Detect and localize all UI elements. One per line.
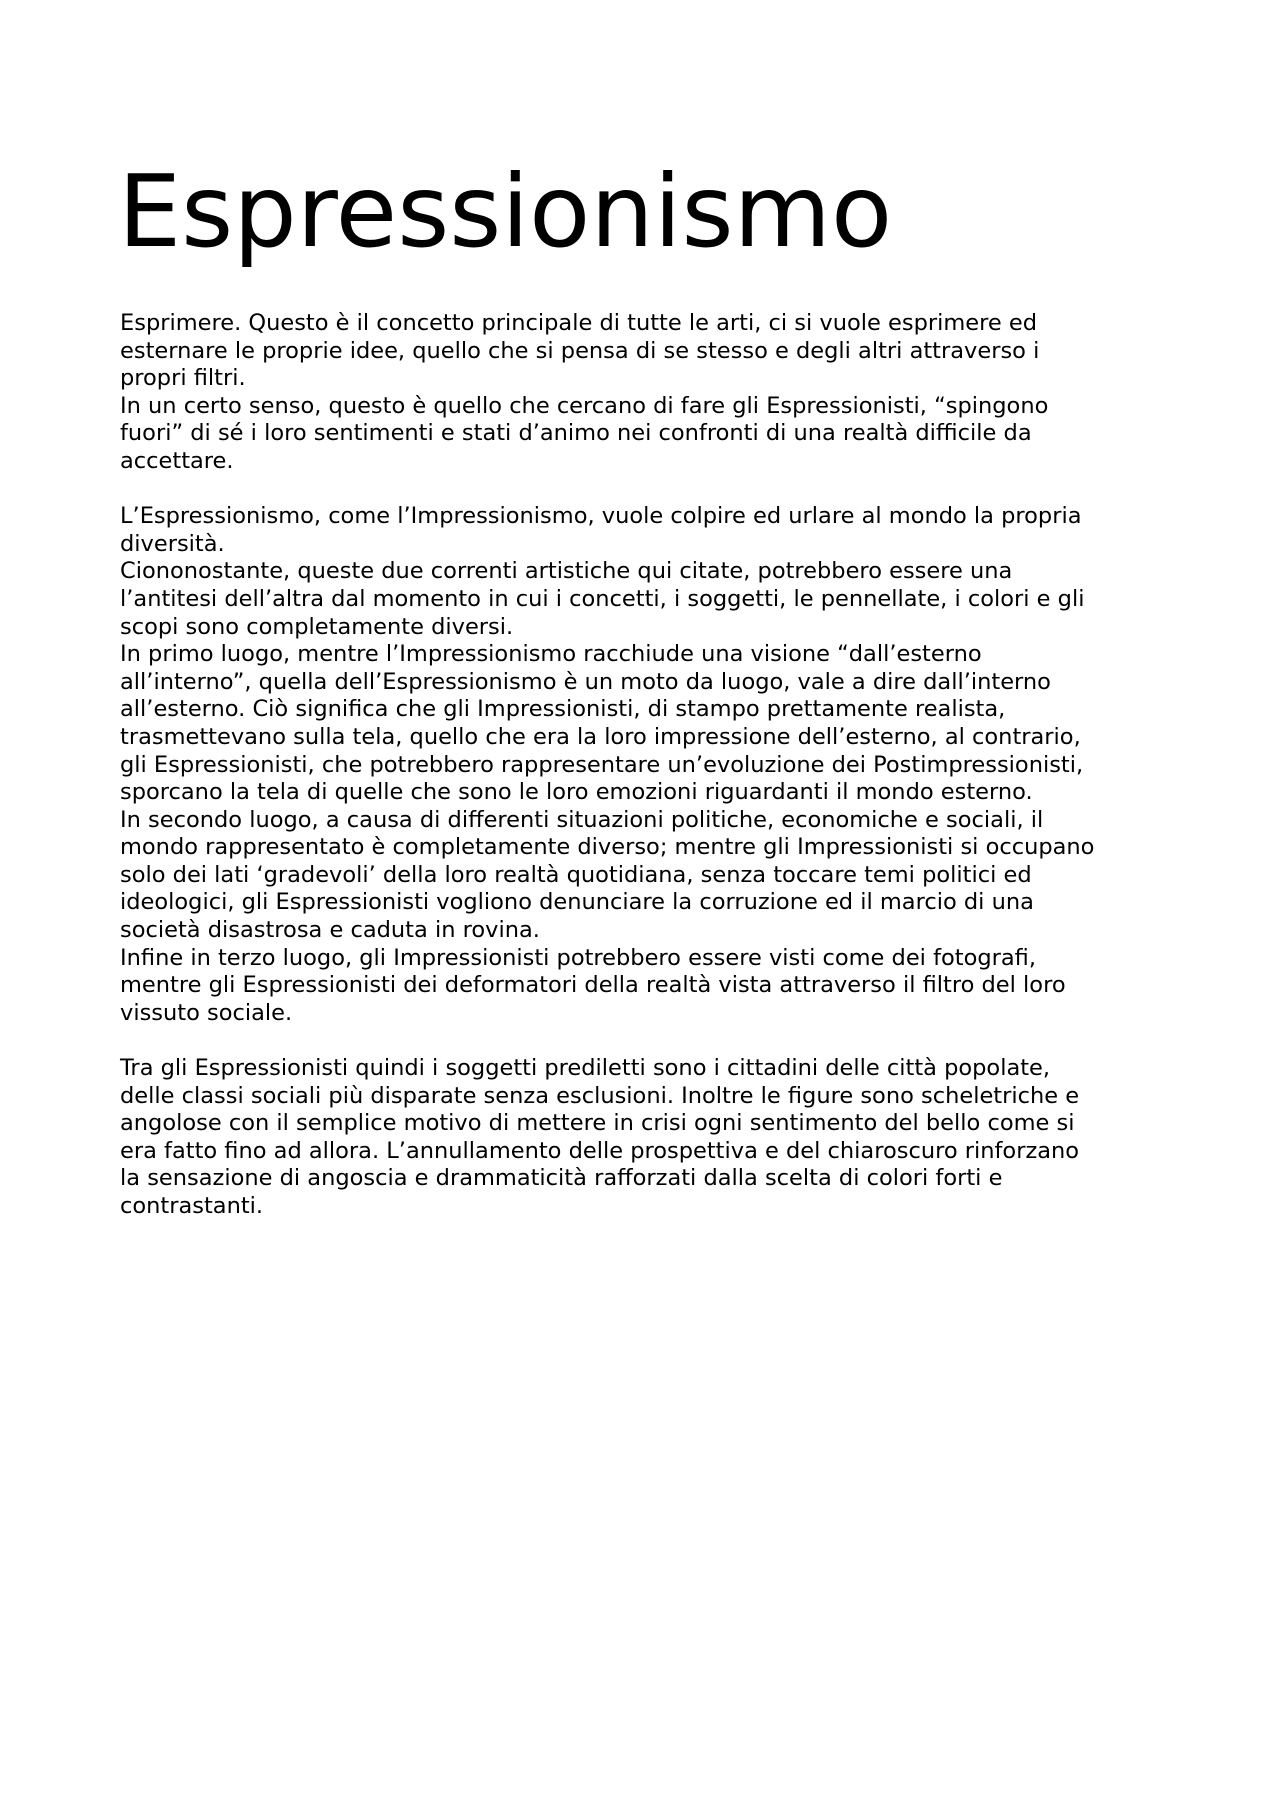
page-title: Espressionismo <box>118 153 893 270</box>
paragraph-third-point: Infine in terzo luogo, gli Impressionisti potrebbero essere visti come dei fotografi, mentre gli Espressionisti dei deformatori della realtà vista attraverso il filtro del loro vissuto sociale. <box>120 944 1066 1026</box>
paragraph-antithesis: Ciononostante, queste due correnti artistiche qui citate, potrebbero essere una l’antitesi dell’altra dal momento in cui i concetti, i soggetti, le pennellate, i colori e gli scopi sono completamente diversi. <box>120 558 1085 640</box>
document-body <box>120 310 1180 1221</box>
paragraph-first-point: In primo luogo, mentre l’Impressionismo racchiude una visione “dall’esterno all’interno”, quella dell’Espressionismo è un moto da luogo, vale a dire dall’interno all’esterno. Ciò significa che gli Impressionisti, di stampo prettamente realista, trasmettevano sulla tela, quello che era la loro impressione dell’esterno, al contrario, gli Espressionisti, che potrebbero rappresentare un’evoluzione dei Postimpressionisti, sporcano la tela di quelle che sono le loro emozioni riguardanti il mondo esterno. <box>120 641 1084 806</box>
paragraph-intro: Esprimere. Questo è il concetto principale di tutte le arti, ci si vuole esprimere ed esternare le proprie idee, quello che si pensa di se stesso e degli altri attraverso i propri filtri. <box>120 310 1040 392</box>
paragraph-comparison: L’Espressionismo, come l’Impressionismo, vuole colpire ed urlare al mondo la propria diversità. <box>120 503 1082 557</box>
paragraph-expressionists: In un certo senso, questo è quello che cercano di fare gli Espressionisti, “spingono fuori” di sé i loro sentimenti e stati d’animo nei confronti di una realtà difficile da accettare. <box>120 392 1049 474</box>
paragraph-subjects: Tra gli Espressionisti quindi i soggetti prediletti sono i cittadini delle città popolate, delle classi sociali più disparate senza esclusioni. Inoltre le figure sono scheletriche e angolose con il semplice motivo di mettere in crisi ogni sentimento del bello come si era fatto fino ad allora. L’annullamento delle prospettiva e del chiaroscuro rinforzano la sensazione di angoscia e drammaticità rafforzati dalla scelta di colori forti e contrastanti. <box>120 1055 1080 1219</box>
paragraph-second-point: In secondo luogo, a causa di differenti situazioni politiche, economiche e sociali, il mondo rappresentato è completamente diverso; mentre gli Impressionisti si occupano solo dei lati ‘gradevoli’ della loro realtà quotidiana, senza toccare temi politici ed ideologici, gli Espressionisti vogliono denunciare la corruzione ed il marcio di una società disastrosa e caduta in rovina. <box>120 806 1095 944</box>
paragraph-spacer <box>120 1027 1180 1055</box>
paragraph-spacer <box>120 476 1180 504</box>
